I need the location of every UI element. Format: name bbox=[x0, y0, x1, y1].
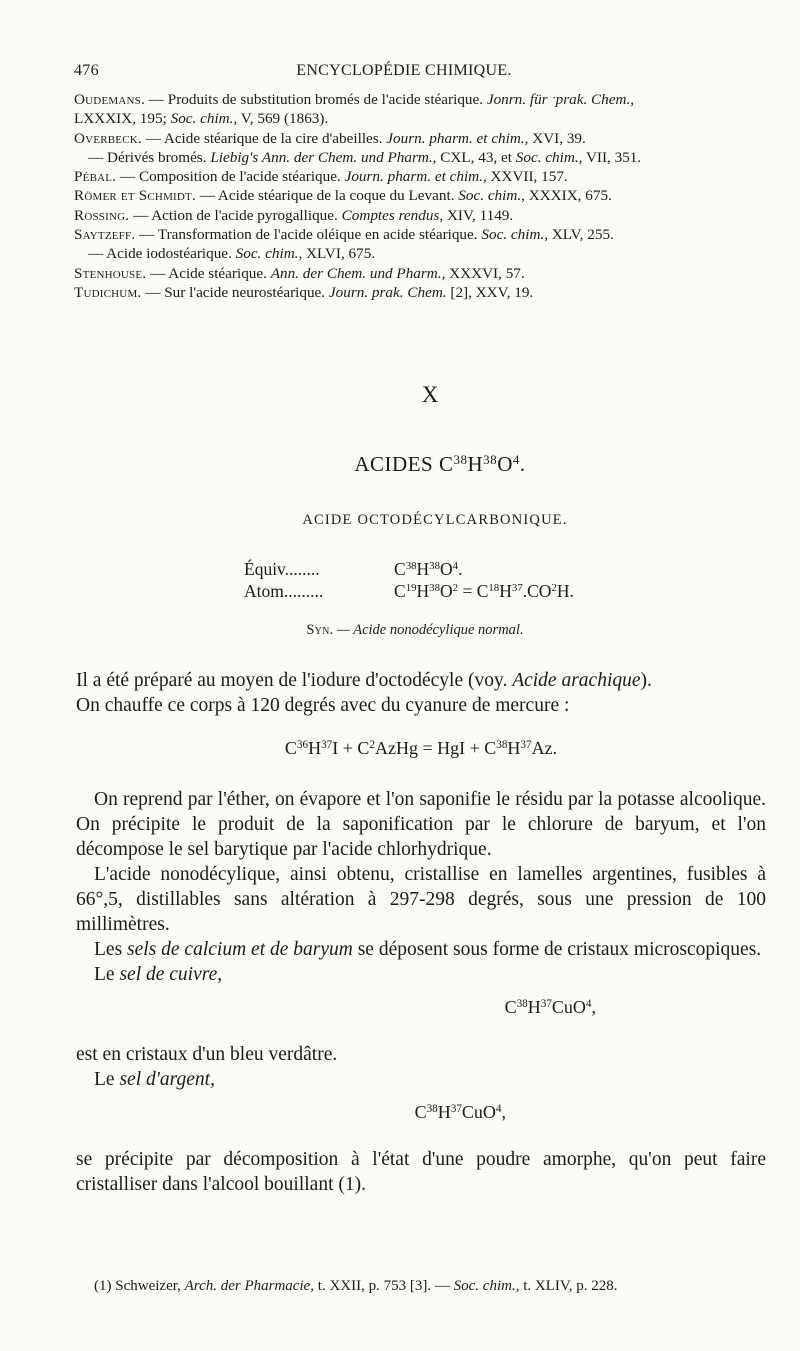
bib-entry: — Acide iodostéarique. Soc. chim., XLVI, 675. bbox=[88, 245, 376, 263]
paragraph: On reprend par l'éther, on évapore et l'on saponifie le résidu par la potasse alcoolique. On précipite le produit de la saponification par le chlorure de baryum, et l'on décompose le sel barytique par l'acide chlorhydrique. bbox=[76, 789, 766, 860]
equiv-formula: Équiv........ $C^{38}H^{38}O^4$. bbox=[244, 559, 463, 579]
paragraph: L'acide nonodécylique, ainsi obtenu, cristallise en lamelles argentines, fusibles à 66°,5, distillables sans altération à 297-298 degrés, sous une pression de 100 millimètres. bbox=[76, 864, 766, 935]
footnote: (1) Schweizer, Arch. der Pharmacie, t. XXII, p. 753 [3]. — Soc. chim., t. XLIV, p. 228. bbox=[94, 1278, 618, 1294]
bib-entry: Oudemans. — Produits de substitution bromés de l'acide stéarique. Jonrn. für ˑprak. Chem., bbox=[74, 91, 635, 108]
paragraph: est en cristaux d'un bleu verdâtre. bbox=[76, 1044, 338, 1065]
bibliography bbox=[74, 90, 764, 302]
reaction-equation: $C^{36}H^{37}I$ + $C^2AzHg$ = HgI + $C^{38}H^{37}Az$. bbox=[284, 738, 558, 758]
body-text bbox=[76, 668, 766, 1197]
bib-entry: Stenhouse. — Acide stéarique. Ann. der Chem. und Pharm., XXXVI, 57. bbox=[74, 264, 525, 282]
paragraph: Il a été préparé au moyen de l'iodure d'octodécyle (voy. Acide arachique). bbox=[76, 670, 652, 691]
bib-entry: Saytzeff. — Transformation de l'acide oléique en acide stéarique. Soc. chim., XLV, 255. bbox=[74, 226, 614, 244]
running-title: ENCYCLOPÉDIE CHIMIQUE. bbox=[296, 62, 512, 79]
section-subtitle: ACIDE OCTODÉCYLCARBONIQUE. bbox=[302, 512, 568, 528]
paragraph: se précipite par décomposition à l'état d'une poudre amorphe, qu'on peut faire cristalliser dans l'alcool bouillant (1). bbox=[76, 1149, 766, 1195]
paragraph: Le sel d'argent, bbox=[94, 1069, 215, 1090]
bib-entry: LXXXIX, 195; Soc. chim., V, 569 (1863). bbox=[74, 110, 329, 128]
bib-entry: Pébal. — Composition de l'acide stéarique. Journ. pharm. et chim., XXVII, 157. bbox=[74, 168, 568, 186]
bib-entry: Rossing. — Action de l'acide pyrogallique. Comptes rendus, XIV, 1149. bbox=[74, 206, 514, 224]
section-title: ACIDES $C^{38}H^{38}O^4$. bbox=[354, 451, 526, 476]
atom-formula: Atom......... $C^{19}H^{38}O^2 = C^{18}H^{37}.CO^2H$. bbox=[244, 581, 574, 601]
formula-block bbox=[244, 558, 574, 602]
paragraph: Le sel de cuivre, bbox=[94, 964, 223, 985]
bib-entry: Römer et Schmidt. — Acide stéarique de la coque du Levant. Soc. chim., XXXIX, 675. bbox=[74, 187, 612, 205]
bib-entry: Overbeck. — Acide stéarique de la cire d'abeilles. Journ. pharm. et chim., XVI, 39. bbox=[74, 129, 586, 147]
silver-salt-formula: $C^{38}H^{37}CuO^4$, bbox=[414, 1102, 506, 1122]
synonym-line: Syn. — Acide nonodécylique normal. bbox=[306, 622, 524, 638]
paragraph: On chauffe ce corps à 120 degrés avec du cyanure de mercure : bbox=[76, 695, 570, 716]
copper-salt-formula: $C^{38}H^{37}CuO^4$, bbox=[504, 997, 596, 1017]
paragraph: Les sels de calcium et de baryum se déposent sous forme de cristaux microscopiques. bbox=[94, 939, 762, 960]
bib-entry: Tudichum. — Sur l'acide neurostéarique. Journ. prak. Chem. [2], XXV, 19. bbox=[74, 283, 534, 301]
page-header bbox=[74, 62, 734, 84]
section-numeral: X bbox=[421, 382, 439, 407]
page-number: 476 bbox=[74, 62, 99, 79]
bib-entry: — Dérivés bromés. Liebig's Ann. der Chem. und Pharm., CXL, 43, et Soc. chim., VII, 351. bbox=[88, 148, 642, 166]
